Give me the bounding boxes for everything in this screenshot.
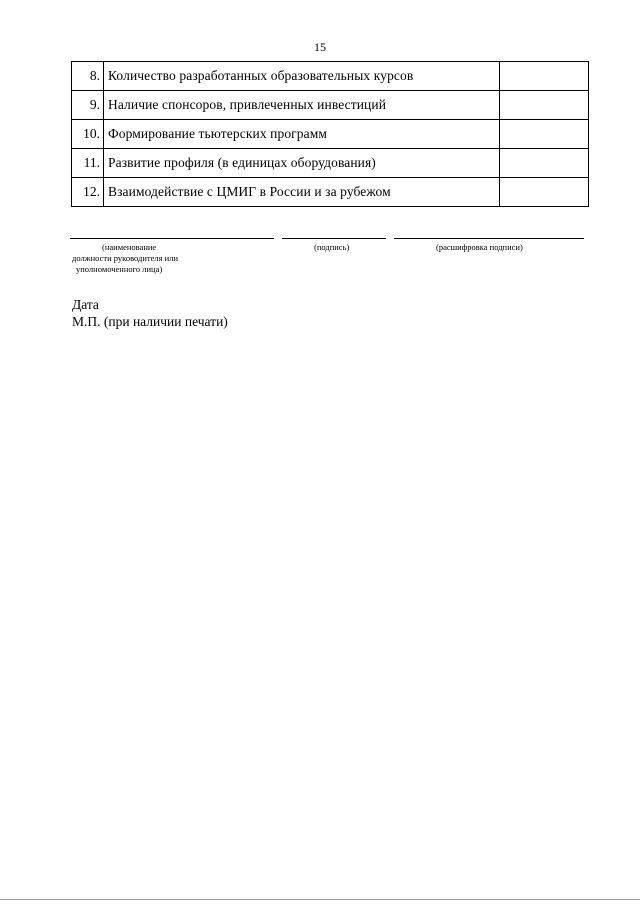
page-bottom-rule <box>0 899 640 900</box>
row-criterion: Наличие спонсоров, привлеченных инвестиций <box>104 91 500 120</box>
row-value-cell[interactable] <box>500 62 589 91</box>
row-number: 12. <box>72 178 104 207</box>
position-label-line1: (наименование <box>102 242 157 252</box>
position-label-line2: должности руководителя или <box>72 253 179 263</box>
row-criterion: Взаимодействие с ЦМИГ в России и за рубежом <box>104 178 500 207</box>
row-number: 9. <box>72 91 104 120</box>
table-row <box>72 62 589 91</box>
row-number: 11. <box>72 149 104 178</box>
table-row <box>72 149 589 178</box>
position-label-line3: уполномоченного лица) <box>76 264 163 274</box>
row-criterion: Развитие профиля (в единицах оборудования) <box>104 149 500 178</box>
criteria-table <box>71 61 589 207</box>
stamp-label: М.П. (при наличии печати) <box>72 314 228 329</box>
decryption-line[interactable] <box>394 238 584 239</box>
row-value-cell[interactable] <box>500 120 589 149</box>
table-row <box>72 91 589 120</box>
decryption-label: (расшифровка подписи) <box>436 242 523 252</box>
table-row <box>72 120 589 149</box>
row-number: 10. <box>72 120 104 149</box>
signature-label: (подпись) <box>314 242 350 252</box>
row-criterion: Формирование тьютерских программ <box>104 120 500 149</box>
row-criterion: Количество разработанных образовательных курсов <box>104 62 500 91</box>
signature-line[interactable] <box>282 238 386 239</box>
row-number: 8. <box>72 62 104 91</box>
position-line[interactable] <box>70 238 274 239</box>
row-value-cell[interactable] <box>500 149 589 178</box>
row-value-cell[interactable] <box>500 91 589 120</box>
page-number: 15 <box>314 40 326 54</box>
row-value-cell[interactable] <box>500 178 589 207</box>
date-stamp-block <box>72 296 228 330</box>
table-row <box>72 178 589 207</box>
date-label: Дата <box>72 297 99 312</box>
